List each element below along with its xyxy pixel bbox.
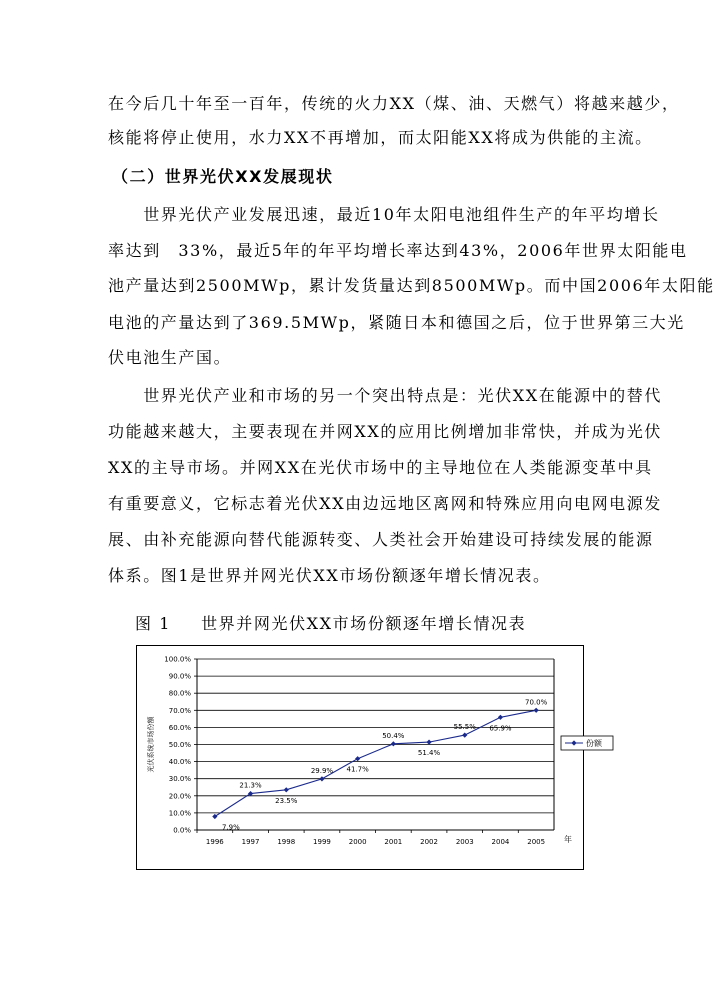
data-point [534, 708, 539, 713]
x-axis-label: 年 [564, 835, 572, 844]
paragraph-line-1: 在今后几十年至一百年，传统的火力XX（煤、油、天燃气）将越来越少， [108, 94, 680, 113]
data-point [426, 740, 431, 745]
legend-label: 份额 [586, 739, 602, 748]
y-tick-label: 60.0% [168, 723, 191, 732]
data-point [498, 715, 503, 720]
data-label: 50.4% [382, 731, 405, 740]
x-tick-label: 1999 [313, 838, 331, 846]
paragraph-line-5: 池产量达到2500MWp，累计发货量达到8500MWp。而中国2006年太阳能 [108, 276, 715, 295]
data-point [355, 756, 360, 761]
data-point [284, 787, 289, 792]
data-label: 65.9% [489, 724, 512, 733]
y-tick-label: 20.0% [168, 792, 191, 801]
x-tick-label: 1998 [277, 838, 296, 846]
data-label: 55.5% [453, 723, 476, 732]
y-axis-label: 光伏系统市场份额 [147, 716, 155, 773]
y-tick-label: 100.0% [164, 655, 191, 664]
figure-label: 图 1 [135, 614, 172, 633]
series-line [215, 710, 536, 816]
data-label: 51.4% [417, 749, 441, 758]
y-tick-label: 30.0% [168, 775, 191, 784]
x-tick-label: 2001 [384, 838, 403, 846]
data-label: 21.3% [239, 781, 262, 790]
paragraph-line-7: 伏电池生产国。 [108, 348, 232, 367]
paragraph-line-3: 世界光伏产业发展迅速，最近10年太阳电池组件生产的年平均增长 [108, 205, 660, 224]
market-share-chart [137, 646, 602, 869]
data-label: 7.9% [221, 823, 240, 832]
paragraph-line-2: 核能将停止使用，水力XX不再增加，而太阳能XX将成为供能的主流。 [108, 128, 653, 147]
paragraph-line-11: 有重要意义，它标志着光伏XX由边远地区离网和特殊应用向电网电源发 [108, 494, 662, 513]
y-tick-label: 40.0% [168, 758, 191, 767]
paragraph-line-4: 率达到 33%，最近5年的年平均增长率达到43%，2006年世界太阳能电 [108, 241, 688, 260]
paragraph-line-8: 世界光伏产业和市场的另一个突出特点是：光伏XX在能源中的替代 [108, 386, 662, 405]
data-label: 29.9% [310, 766, 334, 775]
data-label: 23.5% [275, 796, 298, 805]
x-tick-label: 2000 [348, 838, 367, 846]
data-label: 70.0% [525, 698, 548, 707]
section-heading: （二）世界光伏XX发展现状 [112, 167, 334, 186]
data-point [319, 776, 324, 781]
paragraph-line-6: 电池的产量达到了369.5MWp，紧随日本和德国之后，位于世界第三大光 [108, 313, 685, 332]
figure-caption [135, 611, 526, 634]
x-tick-label: 2003 [455, 838, 474, 846]
y-tick-label: 80.0% [168, 689, 191, 698]
x-tick-label: 2005 [527, 838, 546, 846]
y-tick-label: 70.0% [168, 706, 191, 715]
y-tick-label: 50.0% [168, 741, 191, 749]
data-point [462, 732, 467, 737]
paragraph-line-13: 体系。图1是世界并网光伏XX市场份额逐年增长情况表。 [108, 566, 551, 585]
paragraph-line-10: XX的主导市场。并网XX在光伏市场中的主导地位在人类能源变革中具 [108, 458, 653, 477]
data-label: 41.7% [346, 765, 369, 774]
chart-frame [136, 645, 602, 870]
y-tick-label: 0.0% [173, 826, 191, 835]
paragraph-line-9: 功能越来越大，主要表现在并网XX的应用比例增加非常快，并成为光伏 [108, 422, 662, 441]
data-point [391, 741, 396, 746]
paragraph-line-12: 展、由补充能源向替代能源转变、人类社会开始建设可持续发展的能源 [108, 530, 654, 549]
x-tick-label: 1997 [241, 838, 260, 846]
figure-title: 世界并网光伏XX市场份额逐年增长情况表 [201, 614, 527, 633]
x-tick-label: 2004 [491, 838, 510, 846]
x-tick-label: 2002 [420, 838, 438, 846]
x-tick-label: 1996 [205, 838, 224, 846]
y-tick-label: 10.0% [168, 809, 191, 818]
y-tick-label: 90.0% [168, 672, 191, 681]
